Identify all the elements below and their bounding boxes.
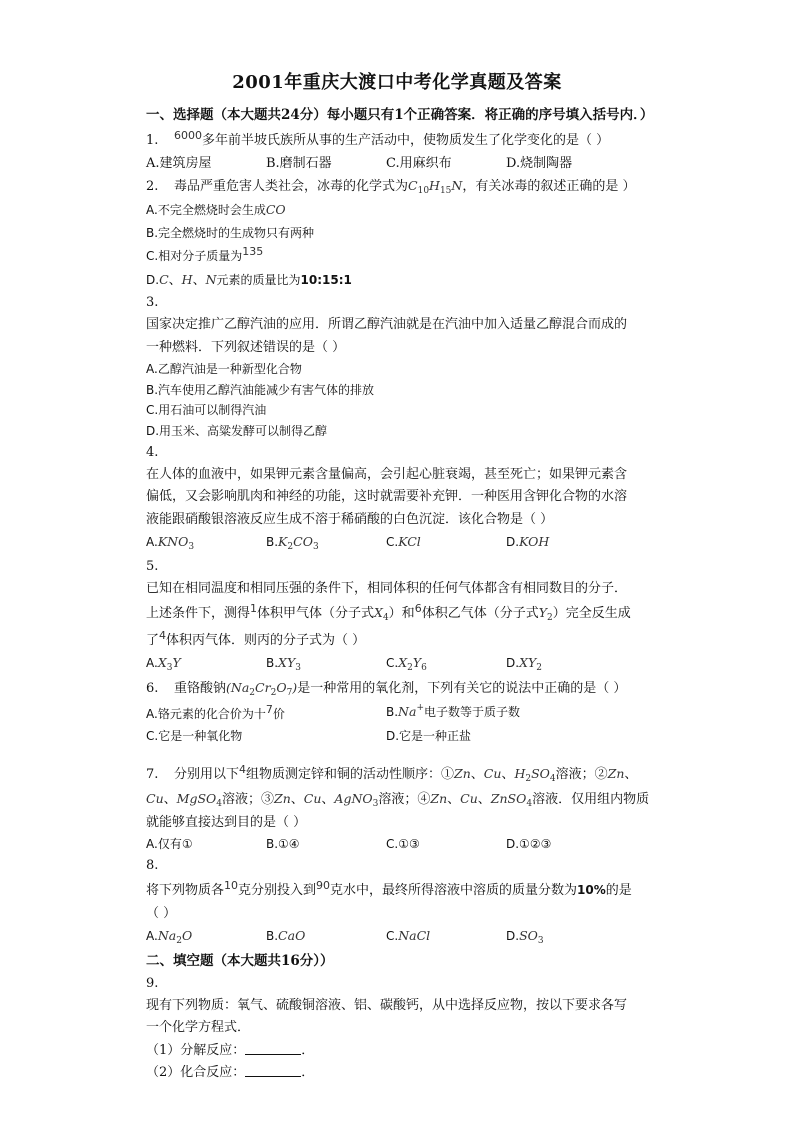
question-text: Cu、MgSO$_4$溶液；③Zn、Cu、AgNO$_3$溶液；④Zn、Cu、ZnSO$_4$溶液．仅用组内物质 [146,790,650,809]
options-5 [146,652,674,676]
question-text: 一个化学方程式． [146,1020,251,1036]
question-text: 在人体的血液中，如果钾元素含量偏高，会引起心脏衰竭，甚至死亡；如果钾元素含 [146,467,628,483]
question-1 [146,127,674,152]
option-a: $A.KNO_3$ [146,534,195,553]
question-text: 现有下列物质：氧气、硫酸铜溶液、铝、碳酸钙，从中选择反应物，按以下要求各写 [146,998,628,1014]
option-b: $B.XY_3$ [266,655,301,674]
option-b: B.Na+电子数等于质子数 [386,703,520,720]
question-number: 1. [146,133,159,149]
options-6-row2 [146,726,674,747]
option-a: A.不完全燃烧时会生成CO [146,202,286,218]
option-b: B.磨制石器 [266,155,332,171]
option-a: $A.X_3Y$ [146,655,181,674]
option-d: $D.XY_2$ [506,655,542,674]
option-c: C.KCl [386,534,421,550]
option-c: C.NaCl [386,928,431,944]
question-text: 将下列物质各$^{10}$克分别投入到$^{90}$克水中，最终所得溶液中溶质的质量分数为10%的是 [146,879,632,899]
question-text: 一种燃料．下列叙述错误的是（ ） [146,339,346,355]
question-text: 就能够直接达到目的是（ ） [146,815,307,830]
options-1 [146,153,674,175]
formula-dichromate: $(Na_2Cr_2O_7)$ [226,679,298,698]
option-d: D.KOH [506,534,550,550]
option-d: D.①②③ [506,837,552,852]
option-a: A.仅有① [146,837,193,852]
question-text: 了$^4$体积丙气体．则丙的分子式为（ ） [146,628,366,648]
section-heading-fill: 二、填空题（本大题共16分）） [146,952,334,969]
formula-ice: $C_{10}H_{15}N$ [408,177,463,196]
question-2 [146,175,674,199]
option-b: B.①④ [266,837,300,852]
option-a: $A.Na_2O$ [146,928,193,947]
option-c: C.相对分子质量为$^{135}$ [146,245,264,264]
option-a: A.铬元素的化合价为十$^7$价 [146,703,285,722]
option-a: A.乙醇汽油是一种新型化合物 [146,362,302,377]
question-9: 9. [146,975,159,991]
fill-item-1: （1）分解反应： ． [146,1042,315,1058]
question-text: 多年前半坡氏族所从事的生产活动中，使物质发生了化学变化的是（ ） [202,133,610,149]
option-c: C.用麻织布 [386,155,452,171]
option-b: $B.K_2CO_3$ [266,534,319,553]
option-c: C.它是一种氧化物 [146,729,243,744]
option-d: $D.SO_3$ [506,928,544,947]
options-7 [146,834,674,855]
option-c: $C.X_2Y_6$ [386,655,427,674]
question-7: 7. 分别用以下$^4$组物质测定锌和铜的活动性顺序：①Zn、Cu、$H_2SO_4$溶液；②Zn、 [146,763,638,785]
question-text: 国家决定推广乙醇汽油的应用．所谓乙醇汽油就是在汽油中加入适量乙醇混合而成的 [146,317,628,333]
option-c: C.①③ [386,837,420,852]
option-b: B.CaO [266,928,306,944]
question-8: 8. [146,857,159,873]
answer-blank[interactable] [245,1064,301,1077]
option-b: B.完全燃烧时的生成物只有两种 [146,225,315,240]
option-d: D.它是一种正盐 [386,729,472,744]
option-b: B.汽车使用乙醇汽油能减少有害气体的排放 [146,382,375,397]
question-text: 液能跟硝酸银溶液反应生成不溶于稀硝酸的白色沉淀．该化合物是（ ） [146,511,554,527]
question-text: 毒品严重危害人类社会，冰毒的化学式为 [174,178,409,194]
section-heading-choice: 一、选择题（本大题共24分）每小题只有1个正确答案．将正确的序号填入括号内．） [146,107,654,123]
fill-item-2: （2）化合反应： ． [146,1065,315,1081]
option-d: D.C、H、N元素的质量比为10:15:1 [146,271,352,288]
options-4 [146,531,674,555]
options-8 [146,925,674,949]
question-4: 4. [146,444,159,460]
question-text: ，有关冰毒的叙述正确的是 ） [462,178,636,194]
question-3: 3. [146,295,159,311]
question-text: 已知在相同温度和相同压强的条件下，相同体积的任何气体都含有相同数目的分子． [146,580,628,596]
options-6-row1 [146,701,674,726]
exam-content [0,104,794,1085]
option-d: D.用玉米、高粱发酵可以制得乙醇 [146,424,328,439]
question-6: 6. 重铬酸钠$(Na_2Cr_2O_7)$是一种常用的氧化剂，下列有关它的说法中正确的是（ ） [146,679,627,698]
number-value: 6000 [174,129,202,143]
question-text: 偏低，又会影响肌肉和神经的功能，这时就需要补充钾．一种医用含钾化合物的水溶 [146,489,628,505]
answer-blank[interactable] [245,1042,301,1055]
question-5: 5. [146,558,159,574]
option-d: D.烧制陶器 [506,155,573,171]
question-number: 2. [146,178,159,194]
option-c: C.用石油可以制得汽油 [146,403,267,418]
question-text: （ ） [146,905,177,921]
option-a: A.建筑房屋 [146,155,212,171]
formula-co: CO [265,202,286,218]
question-text: 上述条件下，测得$^1$体积甲气体（分子式$X_4$）和$^6$体积乙气体（分子式$Y_2$）完全反生成 [146,602,631,624]
page-title: 2001年重庆大渡口中考化学真题及答案 [232,72,562,93]
